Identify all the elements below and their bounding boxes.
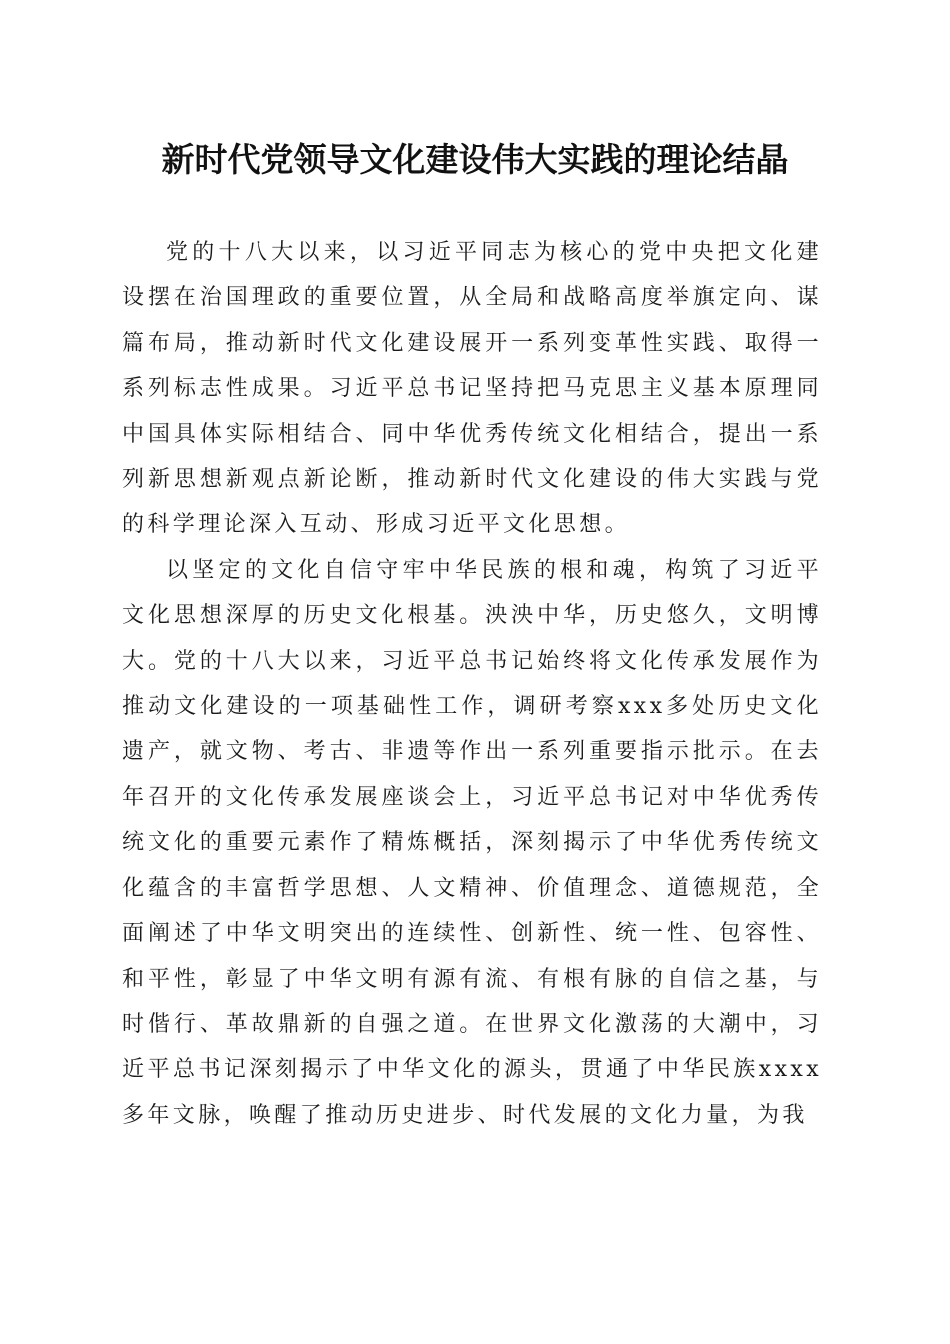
paragraph-2: 以坚定的文化自信守牢中华民族的根和魂，构筑了习近平文化思想深厚的历史文化根基。泱泱中华，历史悠久，文明博大。党的十八大以来，习近平总书记始终将文化传承发展作为推动文化建设的一项基础性工作，调研考察xxx多处历史文化遗产，就文物、考古、非遗等作出一系列重要指示批示。在去年召开的文化传承发展座谈会上，习近平总书记对中华优秀传统文化的重要元素作了精炼概括，深刻揭示了中华优秀传统文化蕴含的丰富哲学思想、人文精神、价值理念、道德规范，全面阐述了中华文明突出的连续性、创新性、统一性、包容性、和平性，彰显了中华文明有源有流、有根有脉的自信之基，与时偕行、革故鼎新的自强之道。在世界文化激荡的大潮中，习近平总书记深刻揭示了中华文化的源头，贯通了中华民族xxxx多年文脉，唤醒了推动历史进步、时代发展的文化力量，为我 <box>122 557 822 1128</box>
paragraph-1: 党的十八大以来，以习近平同志为核心的党中央把文化建设摆在治国理政的重要位置，从全局和战略高度举旗定向、谋篇布局，推动新时代文化建设展开一系列变革性实践、取得一系列标志性成果。习近平总书记坚持把马克思主义基本原理同中国具体实际相结合、同中华优秀传统文化相结合，提出一系列新思想新观点新论断，推动新时代文化建设的伟大实践与党的科学理论深入互动、形成习近平文化思想。 <box>122 240 822 538</box>
document-title: 新时代党领导文化建设伟大实践的理论结晶 <box>161 140 789 179</box>
document-body <box>122 230 822 1138</box>
